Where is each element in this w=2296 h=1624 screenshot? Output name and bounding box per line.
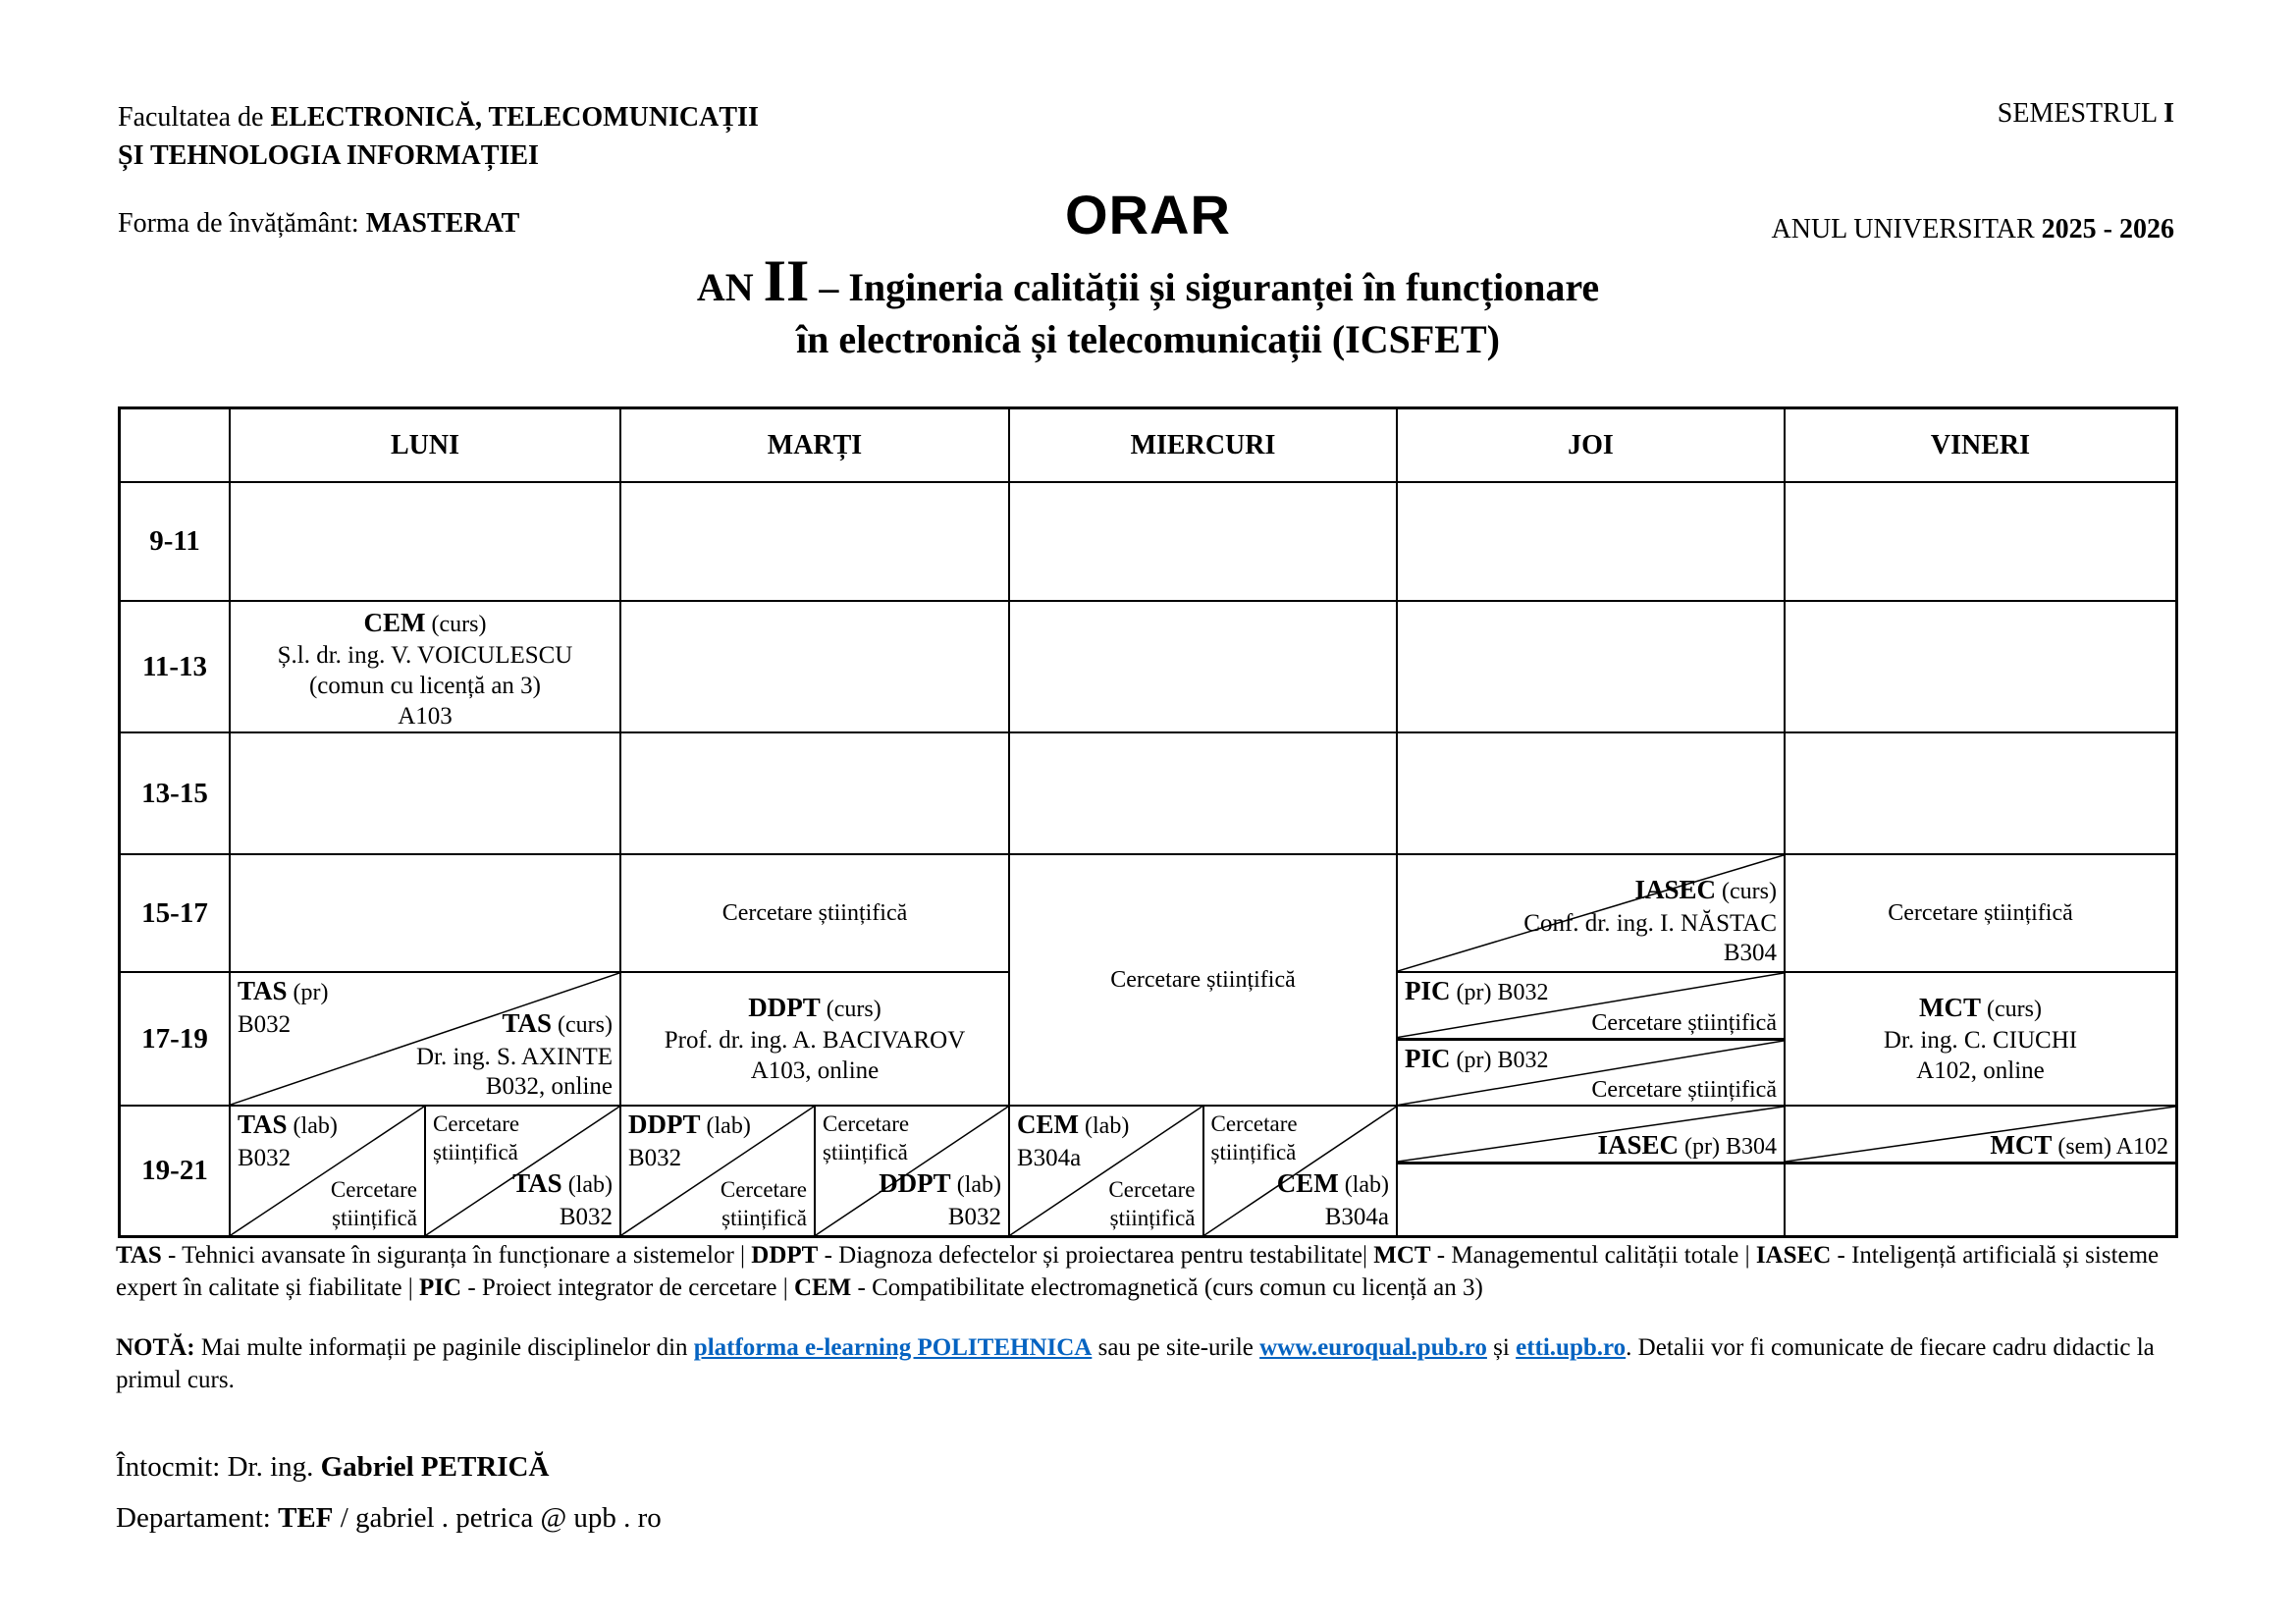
course-block [1017, 1110, 1129, 1173]
course-title [416, 1008, 613, 1043]
empty-cell-vineri-9-11 [1786, 483, 2175, 602]
prepared-by-name: Gabriel PETRICĂ [320, 1451, 550, 1483]
room: B032 [238, 1011, 292, 1038]
cell-joi-19-21 [1398, 1107, 1786, 1235]
empty-cell-miercuri-9-11 [1010, 483, 1398, 602]
subcell-ddpt-lab-left [621, 1107, 816, 1235]
course-type: (lab) [1338, 1172, 1389, 1198]
course-code: DDPT [879, 1168, 951, 1198]
legend-code-ddpt: DDPT [751, 1242, 819, 1269]
empty-cell-luni-13-15 [231, 733, 621, 855]
legend-code-mct: MCT [1373, 1242, 1431, 1269]
course-code: PIC [1405, 1043, 1451, 1073]
course-type-room: (pr) B032 [1450, 980, 1549, 1005]
time-label-17-19 [121, 973, 231, 1107]
research-label [823, 1110, 909, 1166]
course-type-room: (pr) B304 [1679, 1134, 1777, 1160]
link-elearning-politehnica[interactable]: platforma e-learning POLITEHNICA [693, 1334, 1093, 1361]
time-text: 9-11 [149, 525, 200, 557]
course-type: (pr) [287, 980, 329, 1005]
legend-code-pic: PIC [419, 1274, 462, 1301]
room: A102, online [1916, 1056, 2045, 1084]
department-email: / gabriel . petrica @ upb . ro [333, 1502, 662, 1534]
faculty-bold-line2: ȘI TEHNOLOGIA INFORMAȚIEI [118, 140, 539, 171]
orar-heading: ORAR [1065, 184, 1231, 245]
cell-vineri-19-21 [1786, 1107, 2175, 1235]
course-code: TAS [502, 1008, 553, 1038]
subcell-tas-lab-right [426, 1107, 619, 1235]
note-label: NOTĂ: [116, 1334, 195, 1361]
subcell-pic-2 [1398, 1041, 1784, 1106]
course-title [231, 608, 619, 640]
research-word2: științifică [721, 1206, 807, 1230]
empty-cell-joi-11-13 [1398, 602, 1786, 733]
time-text: 17-19 [141, 1022, 208, 1055]
course-code: TAS [512, 1168, 562, 1198]
empty-subcell [1398, 1164, 1784, 1235]
research-word1: Cercetare [1108, 1177, 1196, 1202]
course-code: DDPT [628, 1110, 701, 1139]
course-title [1597, 1130, 1777, 1161]
empty-cell-joi-9-11 [1398, 483, 1786, 602]
empty-cell-vineri-11-13 [1786, 602, 2175, 733]
research-word2: științifică [433, 1140, 518, 1164]
course-type-room: (pr) B032 [1450, 1047, 1549, 1073]
semester-prefix: SEMESTRUL [1997, 98, 2164, 129]
course-code: IASEC [1634, 875, 1717, 904]
course-title [1523, 875, 1777, 909]
corner-cell [121, 409, 231, 483]
course-title [238, 976, 329, 1010]
day-header-miercuri [1010, 409, 1398, 483]
cell-joi-15-17-iasec-curs [1398, 855, 1786, 973]
title-rest: – Ingineria calității și siguranței în funcționare [809, 265, 1600, 309]
course-code: TAS [238, 1110, 288, 1139]
room: B032 [238, 1145, 292, 1171]
subcell-ddpt-lab-right [816, 1107, 1008, 1235]
course-title [1990, 1130, 2168, 1161]
day-header-vineri [1786, 409, 2175, 483]
day-header-marti [621, 409, 1010, 483]
research-label: Cercetare științifică [1888, 899, 2073, 926]
research-word1: Cercetare [720, 1177, 807, 1202]
link-etti-upb[interactable]: etti.upb.ro [1516, 1334, 1627, 1361]
subcell-iasec-pr [1398, 1107, 1784, 1164]
room: A103, online [750, 1056, 880, 1084]
research-label: Cercetare științifică [721, 899, 908, 926]
note-text: sau pe site-urile [1092, 1334, 1260, 1361]
day-label: LUNI [390, 429, 459, 460]
time-text: 13-15 [141, 777, 208, 809]
research-label [1108, 1175, 1195, 1232]
room: A103 [398, 703, 453, 730]
research-label [1211, 1110, 1298, 1166]
time-label-19-21 [121, 1107, 231, 1235]
course-block [1277, 1168, 1389, 1232]
course-title [512, 1168, 613, 1203]
course-type: (lab) [1079, 1113, 1130, 1139]
course-block [879, 1168, 1001, 1232]
room: B032 [559, 1204, 613, 1230]
research-label [721, 1175, 807, 1232]
course-title [1405, 1044, 1548, 1078]
program-title-line1 [0, 247, 2296, 315]
cell-luni-17-19-tas [231, 973, 621, 1107]
lecturer: Dr. ing. C. CIUCHI [1883, 1026, 2078, 1054]
note-text: . Detalii vor fi comunicate de fiecare cadru didactic la primul curs. [116, 1334, 2155, 1393]
course-block-tas-curs [416, 1008, 613, 1102]
course-type: (lab) [700, 1113, 751, 1139]
course-block-tas-pr [238, 976, 329, 1040]
cell-marti-17-19-ddpt-curs [621, 973, 1010, 1107]
research-word1: Cercetare [823, 1111, 910, 1136]
day-header-joi [1398, 409, 1786, 483]
empty-cell-marti-11-13 [621, 602, 1010, 733]
department-code: TEF [278, 1502, 334, 1534]
timetable [118, 406, 2178, 1238]
day-label: MIERCURI [1130, 429, 1276, 460]
research-word2: științifică [823, 1140, 908, 1164]
course-code: CEM [363, 608, 426, 637]
course-code: DDPT [748, 992, 821, 1022]
academic-year [1772, 214, 2174, 245]
subcell-tas-lab-left [231, 1107, 426, 1235]
empty-cell-miercuri-13-15 [1010, 733, 1398, 855]
research-word1: Cercetare [330, 1177, 417, 1202]
empty-cell-luni-15-17 [231, 855, 621, 973]
cell-marti-15-17-research [621, 855, 1010, 973]
empty-cell-vineri-13-15 [1786, 733, 2175, 855]
subcell-mct-sem [1786, 1107, 2175, 1164]
semester-label [1998, 98, 2174, 130]
empty-cell-luni-9-11 [231, 483, 621, 602]
course-block [512, 1168, 613, 1232]
time-text: 11-13 [141, 650, 208, 682]
department-prefix: Departament: [116, 1502, 279, 1534]
course-type: (curs) [1981, 996, 2042, 1022]
note-text: și [1486, 1334, 1517, 1361]
subcell-pic-1 [1398, 973, 1784, 1041]
study-form-value: MASTERAT [365, 208, 520, 239]
lecturer: Conf. dr. ing. I. NĂSTAC [1523, 910, 1777, 937]
note [116, 1331, 2181, 1396]
room: B032 [628, 1145, 682, 1171]
program-title-line2: în electronică și telecomunicații (ICSFET) [796, 317, 1500, 361]
research-word1: Cercetare [433, 1111, 520, 1136]
cell-vineri-15-17-research [1786, 855, 2175, 973]
time-label-11-13 [121, 602, 231, 733]
academic-year-value: 2025 - 2026 [2041, 214, 2174, 244]
course-type-room: (sem) A102 [2052, 1134, 2168, 1160]
empty-cell-joi-13-15 [1398, 733, 1786, 855]
course-code: TAS [238, 976, 288, 1005]
legend-code-iasec: IASEC [1755, 1242, 1832, 1269]
cell-vineri-17-19-mct-curs [1786, 973, 2175, 1107]
course-type: (lab) [950, 1172, 1001, 1198]
course-type: (lab) [561, 1172, 613, 1198]
time-label-13-15 [121, 733, 231, 855]
room: B032 [947, 1204, 1001, 1230]
prepared-by-prefix: Întocmit: Dr. ing. [116, 1451, 321, 1483]
course-code: MCT [1919, 992, 1982, 1022]
legend-code-cem: CEM [793, 1274, 852, 1301]
day-label: MARȚI [767, 429, 863, 460]
research-word1: Cercetare [1210, 1111, 1298, 1136]
faculty-bold-line1: ELECTRONICĂ, TELECOMUNICAȚII [270, 102, 759, 133]
academic-year-prefix: ANUL UNIVERSITAR [1771, 214, 2042, 244]
course-title [238, 1110, 338, 1144]
course-title [879, 1168, 1001, 1203]
course-code: PIC [1405, 976, 1451, 1005]
department-line [116, 1502, 662, 1535]
cell-miercuri-19-21 [1010, 1107, 1398, 1235]
room: B304a [1324, 1204, 1389, 1230]
course-note: (comun cu licență an 3) [308, 673, 541, 699]
time-label-15-17 [121, 855, 231, 973]
course-code: IASEC [1597, 1130, 1680, 1160]
research-label [433, 1110, 519, 1166]
link-euroqual[interactable]: www.euroqual.pub.ro [1259, 1334, 1487, 1361]
empty-cell-miercuri-11-13 [1010, 602, 1398, 733]
day-label: VINERI [1930, 429, 2031, 460]
time-label-9-11 [121, 483, 231, 602]
course-block [238, 1110, 338, 1173]
research-word2: științifică [1109, 1206, 1196, 1230]
time-text: 19-21 [141, 1155, 208, 1186]
research-label: Cercetare științifică [1110, 966, 1296, 993]
course-title [1277, 1168, 1389, 1203]
empty-cell-marti-9-11 [621, 483, 1010, 602]
cell-marti-19-21 [621, 1107, 1010, 1235]
legend-text: - Tehnici avansate în siguranța în funcționare a sistemelor | [161, 1242, 752, 1269]
legend-text: - Diagnoza defectelor și proiectarea pentru testabilitate| [818, 1242, 1374, 1269]
course-code: CEM [1276, 1168, 1339, 1198]
course-type: (lab) [287, 1113, 338, 1139]
legend-text: - Proiect integrator de cercetare | [461, 1274, 794, 1301]
time-text: 15-17 [141, 896, 208, 929]
lecturer: Dr. ing. S. AXINTE [416, 1044, 613, 1070]
faculty-prefix: Facultatea de [118, 102, 271, 133]
faculty-name [118, 98, 759, 175]
course-title [1786, 993, 2175, 1025]
legend-code-tas: TAS [116, 1242, 162, 1269]
course-block [628, 1110, 751, 1173]
study-form-prefix: Forma de învățământ: [118, 208, 366, 239]
course-code: CEM [1017, 1110, 1079, 1139]
course-title [1405, 976, 1548, 1010]
empty-subcell [1786, 1164, 2175, 1235]
legend [116, 1239, 2181, 1304]
course-type: (curs) [552, 1012, 613, 1038]
course-title [621, 993, 1008, 1025]
research-word2: științifică [332, 1206, 417, 1230]
cell-luni-19-21 [231, 1107, 621, 1235]
research-label: Cercetare științifică [1591, 1009, 1777, 1036]
course-type: (curs) [425, 612, 487, 637]
research-label: Cercetare științifică [1591, 1077, 1777, 1103]
title-an: AN [696, 265, 764, 309]
semester-number: I [2163, 98, 2174, 129]
lecturer: Ș.l. dr. ing. V. VOICULESCU [277, 642, 573, 669]
course-title [1017, 1110, 1129, 1144]
room: B304 [1723, 940, 1777, 966]
note-text: Mai multe informații pe paginile disciplinelor din [194, 1334, 694, 1361]
legend-text: - Managementul calității totale | [1430, 1242, 1756, 1269]
day-header-luni [231, 409, 621, 483]
cell-miercuri-15-19-research [1010, 855, 1398, 1107]
title-year-ii: II [763, 248, 810, 313]
lecturer: Prof. dr. ing. A. BACIVAROV [664, 1026, 966, 1054]
cell-luni-11-13-cem-curs [231, 602, 621, 733]
legend-text: - Compatibilitate electromagnetică (curs comun cu licență an 3) [851, 1274, 1483, 1301]
room: B304a [1017, 1145, 1082, 1171]
day-label: JOI [1568, 429, 1614, 460]
research-label [331, 1175, 417, 1232]
legend-text: - Inteligență artificială și sisteme expert în calitate și fiabilitate | [116, 1242, 2160, 1301]
room: B032, online [485, 1073, 613, 1100]
course-title [628, 1110, 751, 1144]
course-type: (curs) [820, 996, 881, 1022]
subcell-cem-lab-right [1204, 1107, 1397, 1235]
empty-cell-marti-13-15 [621, 733, 1010, 855]
course-type: (curs) [1716, 879, 1777, 904]
subcell-cem-lab-left [1010, 1107, 1204, 1235]
course-code: MCT [1990, 1130, 2053, 1160]
cell-joi-17-19-pic [1398, 973, 1786, 1107]
research-word2: științifică [1210, 1140, 1297, 1164]
prepared-by [116, 1451, 549, 1484]
course-block [1523, 875, 1777, 968]
